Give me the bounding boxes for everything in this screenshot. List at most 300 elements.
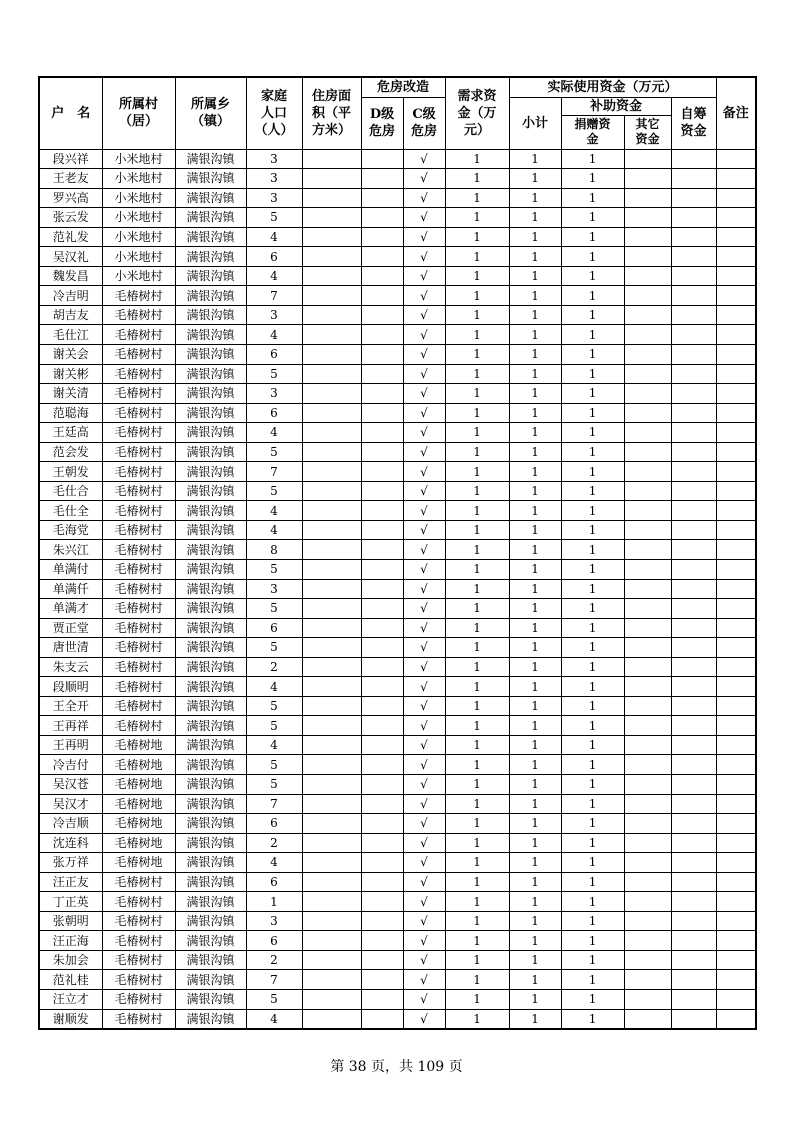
cell-household: 5	[246, 208, 302, 228]
cell-town: 满银沟镇	[175, 911, 246, 931]
cell-d-level	[361, 149, 403, 169]
header-renovation: 危房改造	[361, 77, 445, 97]
cell-d-level	[361, 677, 403, 697]
cell-subtotal: 1	[509, 403, 561, 423]
cell-subtotal: 1	[509, 520, 561, 540]
cell-subtotal: 1	[509, 892, 561, 912]
cell-self	[671, 657, 716, 677]
cell-c-level: √	[403, 169, 445, 189]
cell-demand: 1	[445, 833, 509, 853]
cell-remark	[716, 638, 756, 658]
cell-area	[302, 208, 361, 228]
cell-area	[302, 247, 361, 267]
cell-self	[671, 833, 716, 853]
cell-subtotal: 1	[509, 794, 561, 814]
cell-household: 6	[246, 247, 302, 267]
cell-self	[671, 501, 716, 521]
cell-donation: 1	[561, 579, 624, 599]
cell-c-level: √	[403, 188, 445, 208]
table-row	[39, 540, 756, 560]
cell-remark	[716, 344, 756, 364]
cell-name: 冷吉顺	[39, 814, 102, 834]
header-village: 所属村 （居）	[102, 77, 175, 149]
table-row	[39, 305, 756, 325]
cell-demand: 1	[445, 618, 509, 638]
cell-donation: 1	[561, 423, 624, 443]
cell-remark	[716, 286, 756, 306]
cell-other	[624, 188, 671, 208]
cell-name: 沈连科	[39, 833, 102, 853]
cell-subtotal: 1	[509, 970, 561, 990]
cell-subtotal: 1	[509, 481, 561, 501]
cell-area	[302, 931, 361, 951]
cell-d-level	[361, 344, 403, 364]
cell-subtotal: 1	[509, 833, 561, 853]
cell-remark	[716, 970, 756, 990]
cell-other	[624, 462, 671, 482]
cell-household: 4	[246, 735, 302, 755]
cell-village: 毛椿树地	[102, 853, 175, 873]
cell-name: 范礼发	[39, 227, 102, 247]
cell-village: 小米地村	[102, 227, 175, 247]
cell-other	[624, 227, 671, 247]
cell-village: 毛椿树村	[102, 677, 175, 697]
table-row	[39, 403, 756, 423]
cell-other	[624, 169, 671, 189]
cell-village: 毛椿树村	[102, 579, 175, 599]
cell-village: 毛椿树村	[102, 618, 175, 638]
cell-demand: 1	[445, 1009, 509, 1029]
table-row	[39, 227, 756, 247]
cell-other	[624, 599, 671, 619]
cell-remark	[716, 266, 756, 286]
cell-remark	[716, 853, 756, 873]
cell-name: 单满付	[39, 559, 102, 579]
cell-village: 毛椿树村	[102, 970, 175, 990]
table-body	[39, 149, 756, 1029]
cell-remark	[716, 618, 756, 638]
cell-name: 单满仟	[39, 579, 102, 599]
cell-household: 6	[246, 403, 302, 423]
cell-other	[624, 735, 671, 755]
header-subsidy: 补助资金	[561, 97, 671, 115]
cell-subtotal: 1	[509, 716, 561, 736]
cell-self	[671, 599, 716, 619]
cell-d-level	[361, 227, 403, 247]
cell-household: 5	[246, 775, 302, 795]
cell-donation: 1	[561, 403, 624, 423]
table-row	[39, 247, 756, 267]
cell-area	[302, 481, 361, 501]
cell-other	[624, 931, 671, 951]
cell-village: 毛椿树村	[102, 403, 175, 423]
cell-demand: 1	[445, 657, 509, 677]
cell-self	[671, 364, 716, 384]
cell-self	[671, 618, 716, 638]
cell-remark	[716, 227, 756, 247]
cell-donation: 1	[561, 149, 624, 169]
cell-d-level	[361, 305, 403, 325]
cell-donation: 1	[561, 794, 624, 814]
cell-donation: 1	[561, 344, 624, 364]
cell-donation: 1	[561, 970, 624, 990]
cell-self	[671, 970, 716, 990]
table-row	[39, 481, 756, 501]
cell-d-level	[361, 716, 403, 736]
cell-town: 满银沟镇	[175, 950, 246, 970]
cell-donation: 1	[561, 657, 624, 677]
cell-c-level: √	[403, 833, 445, 853]
table-row	[39, 735, 756, 755]
cell-self	[671, 931, 716, 951]
cell-area	[302, 716, 361, 736]
cell-demand: 1	[445, 520, 509, 540]
cell-subtotal: 1	[509, 286, 561, 306]
cell-donation: 1	[561, 911, 624, 931]
cell-town: 满银沟镇	[175, 208, 246, 228]
cell-remark	[716, 520, 756, 540]
cell-other	[624, 501, 671, 521]
cell-self	[671, 853, 716, 873]
cell-d-level	[361, 384, 403, 404]
cell-demand: 1	[445, 149, 509, 169]
cell-household: 8	[246, 540, 302, 560]
cell-d-level	[361, 950, 403, 970]
cell-village: 毛椿树村	[102, 462, 175, 482]
cell-self	[671, 892, 716, 912]
cell-donation: 1	[561, 872, 624, 892]
cell-town: 满银沟镇	[175, 286, 246, 306]
cell-donation: 1	[561, 833, 624, 853]
cell-remark	[716, 814, 756, 834]
cell-name: 汪立才	[39, 990, 102, 1010]
cell-name: 谢顺发	[39, 1009, 102, 1029]
cell-demand: 1	[445, 755, 509, 775]
cell-remark	[716, 794, 756, 814]
cell-c-level: √	[403, 1009, 445, 1029]
cell-household: 4	[246, 423, 302, 443]
cell-donation: 1	[561, 755, 624, 775]
cell-other	[624, 755, 671, 775]
cell-c-level: √	[403, 559, 445, 579]
cell-donation: 1	[561, 227, 624, 247]
cell-c-level: √	[403, 735, 445, 755]
cell-village: 毛椿树村	[102, 305, 175, 325]
cell-household: 3	[246, 169, 302, 189]
cell-self	[671, 872, 716, 892]
cell-c-level: √	[403, 716, 445, 736]
cell-village: 毛椿树村	[102, 423, 175, 443]
cell-area	[302, 442, 361, 462]
cell-subtotal: 1	[509, 657, 561, 677]
cell-town: 满银沟镇	[175, 423, 246, 443]
cell-c-level: √	[403, 990, 445, 1010]
cell-c-level: √	[403, 579, 445, 599]
cell-demand: 1	[445, 169, 509, 189]
cell-household: 5	[246, 990, 302, 1010]
cell-name: 段兴祥	[39, 149, 102, 169]
cell-d-level	[361, 657, 403, 677]
cell-d-level	[361, 423, 403, 443]
cell-remark	[716, 599, 756, 619]
cell-household: 6	[246, 814, 302, 834]
cell-d-level	[361, 833, 403, 853]
cell-demand: 1	[445, 325, 509, 345]
cell-other	[624, 403, 671, 423]
cell-subtotal: 1	[509, 247, 561, 267]
cell-name: 胡吉友	[39, 305, 102, 325]
cell-d-level	[361, 696, 403, 716]
cell-area	[302, 325, 361, 345]
cell-name: 毛仕合	[39, 481, 102, 501]
header-area: 住房面 积（平 方米）	[302, 77, 361, 149]
cell-name: 张朝明	[39, 911, 102, 931]
cell-other	[624, 286, 671, 306]
cell-donation: 1	[561, 735, 624, 755]
cell-village: 小米地村	[102, 188, 175, 208]
cell-c-level: √	[403, 481, 445, 501]
cell-name: 冷吉付	[39, 755, 102, 775]
cell-c-level: √	[403, 247, 445, 267]
cell-donation: 1	[561, 990, 624, 1010]
cell-remark	[716, 990, 756, 1010]
cell-remark	[716, 559, 756, 579]
cell-town: 满银沟镇	[175, 716, 246, 736]
cell-village: 毛椿树地	[102, 755, 175, 775]
cell-name: 张万祥	[39, 853, 102, 873]
cell-c-level: √	[403, 892, 445, 912]
cell-town: 满银沟镇	[175, 149, 246, 169]
cell-remark	[716, 149, 756, 169]
cell-subtotal: 1	[509, 735, 561, 755]
cell-d-level	[361, 775, 403, 795]
table-row	[39, 911, 756, 931]
cell-self	[671, 950, 716, 970]
cell-name: 王朝发	[39, 462, 102, 482]
cell-name: 段顺明	[39, 677, 102, 697]
cell-other	[624, 911, 671, 931]
cell-demand: 1	[445, 814, 509, 834]
cell-d-level	[361, 501, 403, 521]
cell-other	[624, 618, 671, 638]
cell-name: 毛海党	[39, 520, 102, 540]
header-self: 自筹 资金	[671, 97, 716, 149]
cell-other	[624, 305, 671, 325]
table-row	[39, 384, 756, 404]
cell-village: 毛椿树村	[102, 559, 175, 579]
cell-d-level	[361, 266, 403, 286]
table-row	[39, 442, 756, 462]
cell-remark	[716, 716, 756, 736]
cell-town: 满银沟镇	[175, 325, 246, 345]
cell-demand: 1	[445, 599, 509, 619]
cell-donation: 1	[561, 520, 624, 540]
cell-demand: 1	[445, 559, 509, 579]
cell-town: 满银沟镇	[175, 579, 246, 599]
table-row	[39, 266, 756, 286]
cell-household: 7	[246, 286, 302, 306]
table-row	[39, 677, 756, 697]
cell-self	[671, 579, 716, 599]
cell-self	[671, 286, 716, 306]
cell-d-level	[361, 520, 403, 540]
cell-town: 满银沟镇	[175, 638, 246, 658]
cell-subtotal: 1	[509, 990, 561, 1010]
cell-donation: 1	[561, 638, 624, 658]
cell-remark	[716, 305, 756, 325]
cell-household: 5	[246, 599, 302, 619]
cell-remark	[716, 833, 756, 853]
table-row	[39, 169, 756, 189]
cell-c-level: √	[403, 462, 445, 482]
cell-area	[302, 638, 361, 658]
cell-area	[302, 305, 361, 325]
cell-name: 毛仕江	[39, 325, 102, 345]
cell-d-level	[361, 755, 403, 775]
cell-self	[671, 227, 716, 247]
cell-town: 满银沟镇	[175, 169, 246, 189]
cell-subtotal: 1	[509, 618, 561, 638]
household-table-container	[38, 76, 757, 1030]
cell-remark	[716, 208, 756, 228]
cell-remark	[716, 169, 756, 189]
cell-demand: 1	[445, 208, 509, 228]
cell-self	[671, 403, 716, 423]
cell-self	[671, 384, 716, 404]
cell-other	[624, 325, 671, 345]
cell-donation: 1	[561, 696, 624, 716]
cell-other	[624, 794, 671, 814]
cell-town: 满银沟镇	[175, 1009, 246, 1029]
cell-d-level	[361, 599, 403, 619]
cell-d-level	[361, 931, 403, 951]
cell-c-level: √	[403, 950, 445, 970]
cell-c-level: √	[403, 638, 445, 658]
cell-demand: 1	[445, 423, 509, 443]
cell-town: 满银沟镇	[175, 384, 246, 404]
cell-area	[302, 149, 361, 169]
cell-household: 2	[246, 833, 302, 853]
cell-town: 满银沟镇	[175, 931, 246, 951]
cell-name: 朱加会	[39, 950, 102, 970]
cell-household: 4	[246, 227, 302, 247]
cell-village: 毛椿树村	[102, 1009, 175, 1029]
table-row	[39, 794, 756, 814]
cell-area	[302, 970, 361, 990]
cell-self	[671, 755, 716, 775]
cell-name: 唐世清	[39, 638, 102, 658]
cell-d-level	[361, 872, 403, 892]
cell-d-level	[361, 403, 403, 423]
cell-demand: 1	[445, 540, 509, 560]
cell-area	[302, 266, 361, 286]
cell-subtotal: 1	[509, 169, 561, 189]
cell-d-level	[361, 618, 403, 638]
cell-other	[624, 892, 671, 912]
table-row	[39, 833, 756, 853]
cell-town: 满银沟镇	[175, 266, 246, 286]
cell-demand: 1	[445, 305, 509, 325]
cell-remark	[716, 501, 756, 521]
table-row	[39, 559, 756, 579]
cell-other	[624, 950, 671, 970]
cell-donation: 1	[561, 618, 624, 638]
cell-village: 毛椿树地	[102, 775, 175, 795]
cell-other	[624, 481, 671, 501]
cell-town: 满银沟镇	[175, 305, 246, 325]
cell-remark	[716, 1009, 756, 1029]
cell-household: 6	[246, 872, 302, 892]
cell-d-level	[361, 247, 403, 267]
cell-subtotal: 1	[509, 384, 561, 404]
header-remark: 备注	[716, 77, 756, 149]
cell-c-level: √	[403, 520, 445, 540]
cell-other	[624, 423, 671, 443]
cell-self	[671, 696, 716, 716]
cell-name: 朱兴江	[39, 540, 102, 560]
cell-d-level	[361, 638, 403, 658]
cell-name: 汪正海	[39, 931, 102, 951]
cell-c-level: √	[403, 364, 445, 384]
table-row	[39, 892, 756, 912]
cell-c-level: √	[403, 599, 445, 619]
cell-d-level	[361, 990, 403, 1010]
cell-c-level: √	[403, 794, 445, 814]
cell-household: 6	[246, 344, 302, 364]
cell-town: 满银沟镇	[175, 794, 246, 814]
cell-remark	[716, 775, 756, 795]
cell-village: 毛椿树村	[102, 950, 175, 970]
cell-donation: 1	[561, 481, 624, 501]
header-town: 所属乡 （镇）	[175, 77, 246, 149]
cell-name: 朱支云	[39, 657, 102, 677]
cell-c-level: √	[403, 344, 445, 364]
cell-demand: 1	[445, 931, 509, 951]
cell-c-level: √	[403, 540, 445, 560]
cell-c-level: √	[403, 696, 445, 716]
cell-other	[624, 853, 671, 873]
cell-c-level: √	[403, 931, 445, 951]
cell-household: 7	[246, 970, 302, 990]
table-row	[39, 1009, 756, 1029]
cell-d-level	[361, 911, 403, 931]
cell-name: 谢关清	[39, 384, 102, 404]
cell-donation: 1	[561, 305, 624, 325]
cell-area	[302, 344, 361, 364]
cell-d-level	[361, 325, 403, 345]
table-header	[39, 77, 756, 149]
cell-town: 满银沟镇	[175, 442, 246, 462]
table-row	[39, 520, 756, 540]
cell-c-level: √	[403, 911, 445, 931]
cell-donation: 1	[561, 462, 624, 482]
cell-subtotal: 1	[509, 208, 561, 228]
table-row	[39, 188, 756, 208]
cell-c-level: √	[403, 227, 445, 247]
cell-demand: 1	[445, 266, 509, 286]
cell-household: 5	[246, 559, 302, 579]
cell-name: 吴汉礼	[39, 247, 102, 267]
cell-subtotal: 1	[509, 931, 561, 951]
page-footer: 第 38 页，共 109 页	[330, 1059, 463, 1075]
cell-town: 满银沟镇	[175, 990, 246, 1010]
cell-donation: 1	[561, 188, 624, 208]
table-row	[39, 990, 756, 1010]
cell-subtotal: 1	[509, 559, 561, 579]
cell-d-level	[361, 579, 403, 599]
cell-town: 满银沟镇	[175, 696, 246, 716]
cell-town: 满银沟镇	[175, 755, 246, 775]
